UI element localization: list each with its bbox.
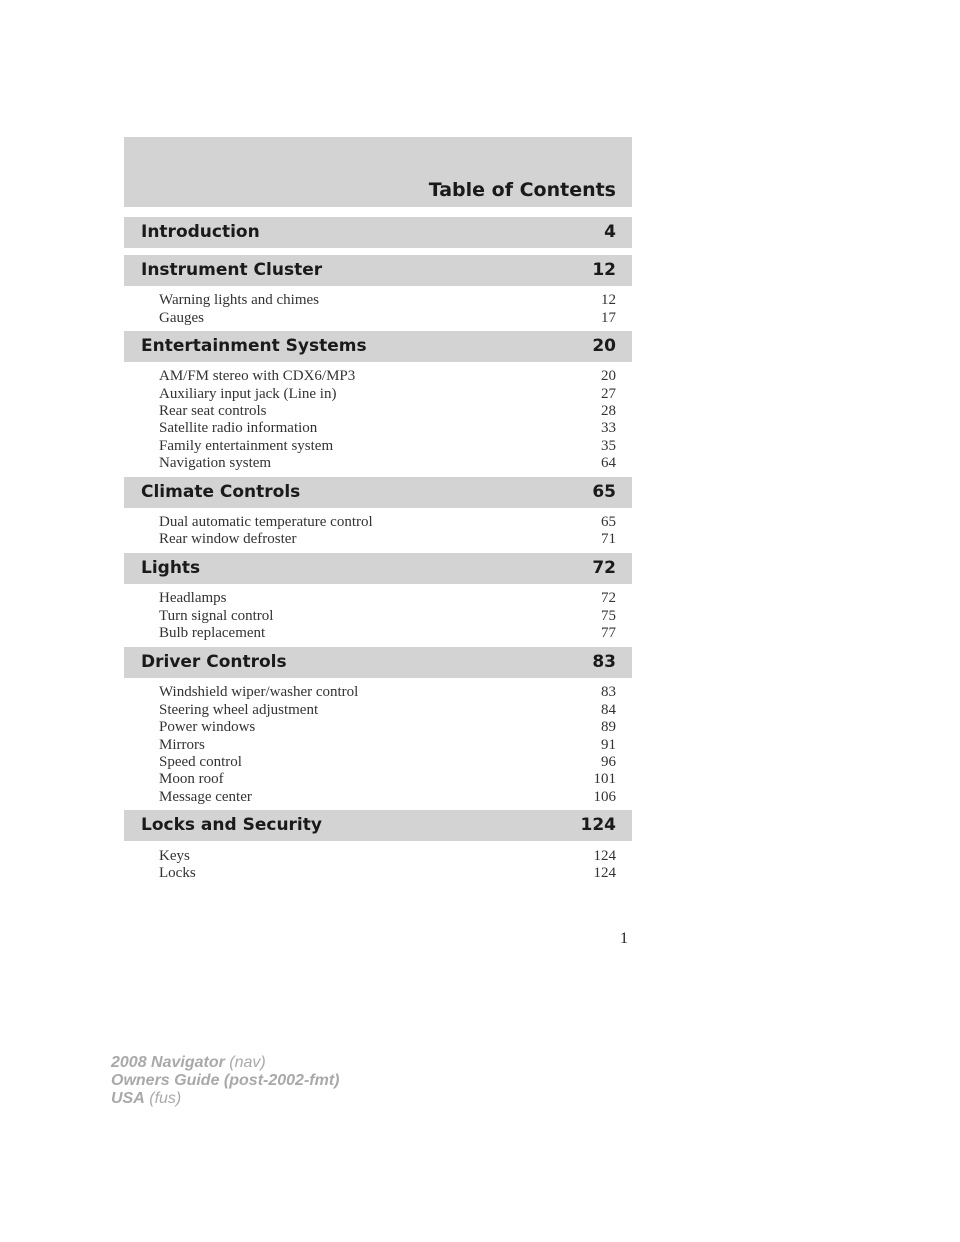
toc-item-title: Navigation system xyxy=(159,455,272,471)
toc-item-title: Auxiliary input jack (Line in) xyxy=(159,386,337,402)
toc-item-title: Rear seat controls xyxy=(159,403,267,419)
toc-item-page: 71 xyxy=(601,531,616,547)
footer-market: USA xyxy=(111,1090,145,1107)
toc-item-page: 101 xyxy=(593,771,616,787)
section-instrument-cluster[interactable] xyxy=(124,255,632,286)
section-page: 83 xyxy=(592,652,616,672)
section-climate-controls[interactable] xyxy=(124,477,632,508)
section-page: 65 xyxy=(592,482,616,502)
toc-item-title: Speed control xyxy=(159,754,242,770)
toc-item-page: 89 xyxy=(601,719,616,735)
toc-item-page: 65 xyxy=(601,514,616,530)
section-page: 20 xyxy=(592,336,616,356)
toc-item[interactable] xyxy=(159,310,616,327)
section-title: Driver Controls xyxy=(141,652,287,672)
toc-item-title: Rear window defroster xyxy=(159,531,297,547)
toc-item-page: 91 xyxy=(601,737,616,753)
toc-item-page: 75 xyxy=(601,608,616,624)
page-title: Table of Contents xyxy=(428,179,616,201)
toc-item-title: Windshield wiper/washer control xyxy=(159,684,359,700)
footer-line-2 xyxy=(111,1072,339,1090)
toc-item-title: Family entertainment system xyxy=(159,438,334,454)
toc-item[interactable] xyxy=(159,702,616,719)
toc-item-title: Dual automatic temperature control xyxy=(159,514,373,530)
footer-model: 2008 Navigator xyxy=(111,1054,225,1071)
section-page: 72 xyxy=(592,558,616,578)
toc-item-title: AM/FM stereo with CDX6/MP3 xyxy=(159,368,356,384)
toc-item[interactable] xyxy=(159,455,616,472)
footer-model-code: (nav) xyxy=(229,1054,266,1071)
toc-item-page: 84 xyxy=(601,702,616,718)
header-band xyxy=(124,137,632,207)
footer-line-1 xyxy=(111,1054,339,1072)
footer-guide: Owners Guide (post-2002-fmt) xyxy=(111,1072,340,1089)
toc-item-page: 35 xyxy=(601,438,616,454)
toc-item-title: Satellite radio information xyxy=(159,420,318,436)
toc-item[interactable] xyxy=(159,754,616,771)
toc-item[interactable] xyxy=(159,420,616,437)
toc-item[interactable] xyxy=(159,514,616,531)
toc-item-title: Locks xyxy=(159,865,196,881)
toc-item-title: Steering wheel adjustment xyxy=(159,702,319,718)
toc-item-title: Mirrors xyxy=(159,737,205,753)
toc-item[interactable] xyxy=(159,438,616,455)
toc-item[interactable] xyxy=(159,625,616,642)
toc-item-title: Gauges xyxy=(159,310,204,326)
section-title: Instrument Cluster xyxy=(141,260,323,280)
section-title: Locks and Security xyxy=(141,815,322,835)
toc-item[interactable] xyxy=(159,789,616,806)
toc-item-page: 106 xyxy=(593,789,616,805)
section-title: Lights xyxy=(141,558,201,578)
toc-item[interactable] xyxy=(159,719,616,736)
toc-item-page: 20 xyxy=(601,368,616,384)
toc-item-title: Bulb replacement xyxy=(159,625,266,641)
footer-line-3 xyxy=(111,1090,339,1108)
section-entertainment-systems[interactable] xyxy=(124,331,632,362)
section-title: Climate Controls xyxy=(141,482,301,502)
toc-item[interactable] xyxy=(159,771,616,788)
toc-item-page: 27 xyxy=(601,386,616,402)
section-driver-controls[interactable] xyxy=(124,647,632,678)
toc-item-page: 12 xyxy=(601,292,616,308)
section-page: 12 xyxy=(592,260,616,280)
toc-item[interactable] xyxy=(159,531,616,548)
page-number: 1 xyxy=(620,930,628,947)
toc-item-page: 77 xyxy=(601,625,616,641)
toc-item[interactable] xyxy=(159,386,616,403)
toc-item-title: Message center xyxy=(159,789,252,805)
section-locks-and-security[interactable] xyxy=(124,810,632,841)
toc-item-title: Keys xyxy=(159,848,190,864)
toc-item-page: 17 xyxy=(601,310,616,326)
section-lights[interactable] xyxy=(124,553,632,584)
section-introduction[interactable] xyxy=(124,217,632,248)
toc-item[interactable] xyxy=(159,865,616,882)
toc-item[interactable] xyxy=(159,590,616,607)
toc-item-page: 64 xyxy=(601,455,616,471)
toc-item-page: 83 xyxy=(601,684,616,700)
toc-item-page: 33 xyxy=(601,420,616,436)
toc-item[interactable] xyxy=(159,608,616,625)
toc-item[interactable] xyxy=(159,684,616,701)
toc-item-title: Warning lights and chimes xyxy=(159,292,320,308)
section-page: 124 xyxy=(580,815,616,835)
toc-item[interactable] xyxy=(159,403,616,420)
toc-item[interactable] xyxy=(159,368,616,385)
toc-item-title: Moon roof xyxy=(159,771,224,787)
toc-item-page: 72 xyxy=(601,590,616,606)
toc-item-title: Headlamps xyxy=(159,590,227,606)
toc-item-title: Turn signal control xyxy=(159,608,274,624)
section-title: Entertainment Systems xyxy=(141,336,367,356)
toc-item-page: 124 xyxy=(593,848,616,864)
toc-item[interactable] xyxy=(159,737,616,754)
toc-item[interactable] xyxy=(159,848,616,865)
toc-item-page: 124 xyxy=(593,865,616,881)
document-footer xyxy=(111,1054,339,1108)
toc-item-title: Power windows xyxy=(159,719,256,735)
toc-item-page: 28 xyxy=(601,403,616,419)
toc-item-page: 96 xyxy=(601,754,616,770)
section-page: 4 xyxy=(604,222,616,242)
toc-item[interactable] xyxy=(159,292,616,309)
section-title: Introduction xyxy=(141,222,260,242)
footer-market-code: (fus) xyxy=(149,1090,182,1107)
